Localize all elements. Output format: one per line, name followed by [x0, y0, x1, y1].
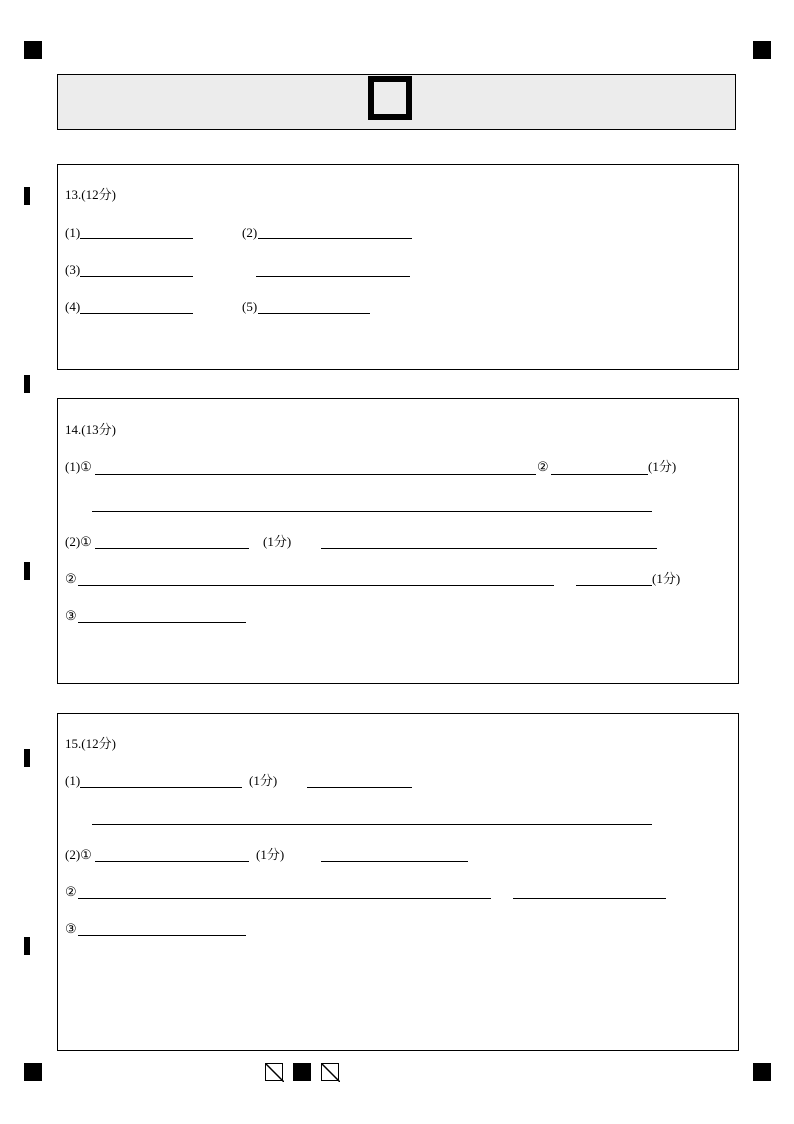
q15-answer-line-2[interactable]	[92, 824, 652, 825]
footer-hatched-box-right	[321, 1063, 339, 1081]
q15-row3-score: (1分)	[256, 847, 285, 862]
q13-label-2: (2)	[242, 225, 258, 240]
side-timing-mark	[24, 937, 30, 955]
q14-answer-line-4a[interactable]	[78, 585, 554, 586]
registration-mark-bottom-left	[24, 1063, 42, 1081]
question-14-box	[57, 398, 739, 684]
q13-label-3: (3)	[65, 262, 81, 277]
q15-answer-line-1a[interactable]	[80, 787, 242, 788]
footer-solid-box	[293, 1063, 311, 1081]
q15-answer-line-5[interactable]	[78, 935, 246, 936]
q13-answer-line-5[interactable]	[258, 313, 370, 314]
q14-row1-mid-label: ②	[537, 459, 549, 474]
q14-answer-line-1a[interactable]	[95, 474, 536, 475]
q15-row1-score: (1分)	[249, 773, 278, 788]
q15-row5-label: ③	[65, 921, 77, 936]
q13-label-1: (1)	[65, 225, 81, 240]
q13-answer-line-1[interactable]	[80, 238, 193, 239]
q14-answer-line-3b[interactable]	[321, 548, 657, 549]
q15-answer-line-3a[interactable]	[95, 861, 249, 862]
q13-label-4: (4)	[65, 299, 81, 314]
q15-row3-label: (2)①	[65, 847, 92, 862]
q14-answer-line-2[interactable]	[92, 511, 652, 512]
question-13-box	[57, 164, 739, 370]
question-15-title: 15.(12分)	[65, 736, 116, 751]
q14-answer-line-1b[interactable]	[551, 474, 648, 475]
q14-row3-score: (1分)	[263, 534, 292, 549]
side-timing-mark	[24, 375, 30, 393]
footer-hatched-box-left	[265, 1063, 283, 1081]
q14-row1-score: (1分)	[648, 459, 677, 474]
question-14-title: 14.(13分)	[65, 422, 116, 437]
q14-row4-label: ②	[65, 571, 77, 586]
side-timing-mark	[24, 749, 30, 767]
q14-answer-line-5[interactable]	[78, 622, 246, 623]
registration-mark-top-right	[753, 41, 771, 59]
q13-answer-line-3b[interactable]	[256, 276, 410, 277]
registration-mark-top-left	[24, 41, 42, 59]
q14-answer-line-3a[interactable]	[95, 548, 249, 549]
q15-answer-line-1b[interactable]	[307, 787, 412, 788]
q15-answer-line-4a[interactable]	[78, 898, 491, 899]
q15-answer-line-3b[interactable]	[321, 861, 468, 862]
q13-label-5: (5)	[242, 299, 258, 314]
q14-row1-label: (1)①	[65, 459, 92, 474]
question-15-box	[57, 713, 739, 1051]
question-13-title: 13.(12分)	[65, 187, 116, 202]
q14-answer-line-4b[interactable]	[576, 585, 652, 586]
q14-row3-label: (2)①	[65, 534, 92, 549]
q13-answer-line-4[interactable]	[80, 313, 193, 314]
q15-answer-line-4b[interactable]	[513, 898, 666, 899]
q14-row4-score: (1分)	[652, 571, 681, 586]
header-anchor-square	[368, 76, 412, 120]
q15-row1-label: (1)	[65, 773, 81, 788]
q14-row5-label: ③	[65, 608, 77, 623]
side-timing-mark	[24, 562, 30, 580]
side-timing-mark	[24, 187, 30, 205]
registration-mark-bottom-right	[753, 1063, 771, 1081]
q13-answer-line-3[interactable]	[80, 276, 193, 277]
q15-row4-label: ②	[65, 884, 77, 899]
q13-answer-line-2[interactable]	[258, 238, 412, 239]
